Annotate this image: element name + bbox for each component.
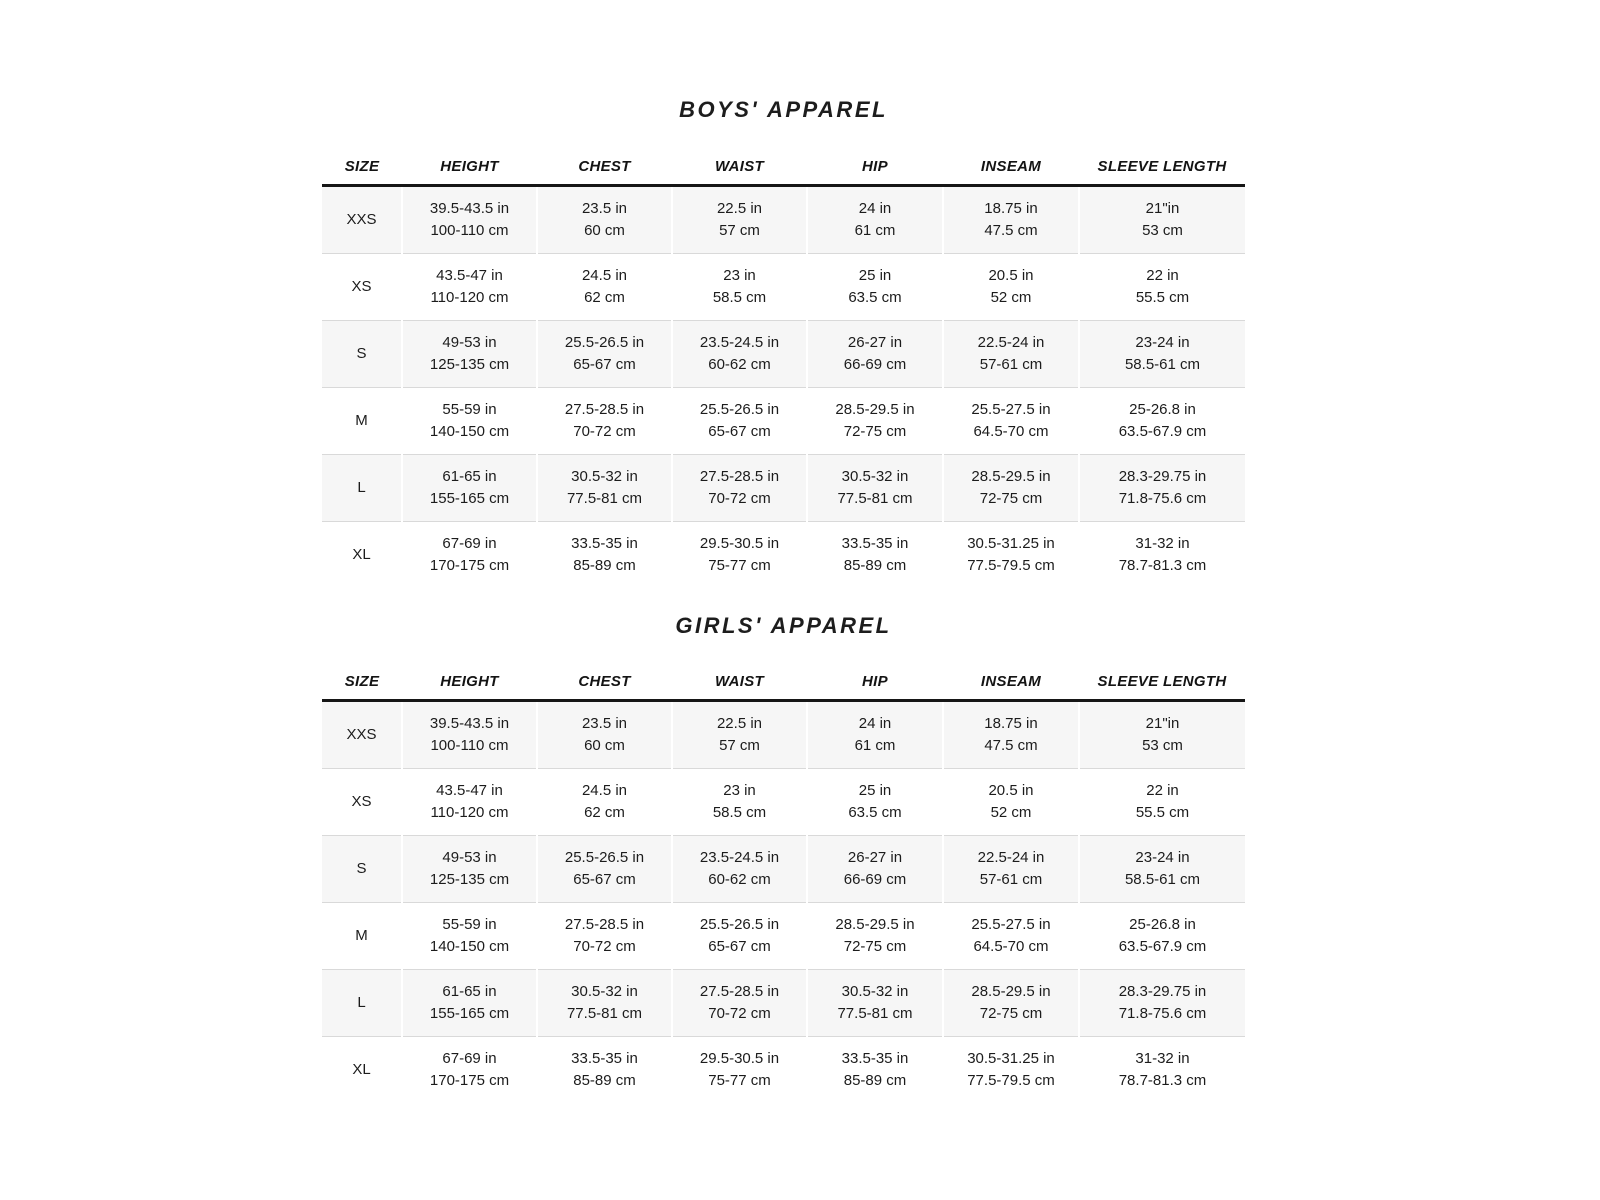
measurement-line: 58.5-61 cm xyxy=(1124,355,1201,373)
measurement-cell xyxy=(537,185,672,253)
measurement-line: 77.5-81 cm xyxy=(566,1005,643,1022)
measurement-cell xyxy=(807,769,943,836)
measurement-line: 20.5 in xyxy=(988,782,1034,799)
column-header: SLEEVE LENGTH xyxy=(1079,673,1245,701)
measurement-line: 58.5 cm xyxy=(712,804,767,821)
measurement-line: 24 in xyxy=(858,199,892,217)
measurement-cell xyxy=(943,454,1079,521)
column-header: CHEST xyxy=(537,673,672,701)
measurement-line: 22.5-24 in xyxy=(977,849,1045,866)
column-header: INSEAM xyxy=(943,158,1079,186)
measurement-line: 27.5-28.5 in xyxy=(699,467,780,485)
measurement-line: 23.5 in xyxy=(581,715,628,732)
measurement-line: 66-69 cm xyxy=(843,871,907,888)
size-cell: S xyxy=(322,836,402,903)
size-cell: M xyxy=(322,903,402,970)
measurement-line: 23.5-24.5 in xyxy=(699,333,780,351)
measurement-cell xyxy=(807,970,943,1037)
measurement-line: 65-67 cm xyxy=(708,938,771,955)
measurement-line: 33.5-35 in xyxy=(841,1050,909,1067)
measurement-cell xyxy=(672,1037,807,1104)
measurement-line: 77.5-79.5 cm xyxy=(967,1072,1055,1089)
girls-size-table xyxy=(322,673,1245,1103)
measurement-line: 53 cm xyxy=(1142,737,1183,754)
measurement-line: 70-72 cm xyxy=(708,1005,771,1022)
boys-size-table xyxy=(322,158,1245,588)
measurement-cell xyxy=(807,185,943,253)
measurement-cell xyxy=(1079,970,1245,1037)
column-header: HEIGHT xyxy=(402,158,537,186)
measurement-line: 53 cm xyxy=(1142,221,1183,239)
measurement-line: 52 cm xyxy=(990,804,1032,821)
measurement-line: 64.5-70 cm xyxy=(973,422,1049,440)
measurement-line: 23 in xyxy=(723,782,756,799)
column-header: CHEST xyxy=(537,158,672,186)
measurement-line: 60-62 cm xyxy=(708,871,771,888)
measurement-cell xyxy=(402,387,537,454)
measurement-line: 140-150 cm xyxy=(429,422,510,440)
measurement-line: 27.5-28.5 in xyxy=(564,916,645,933)
measurement-line: 67-69 in xyxy=(442,1050,497,1067)
measurement-line: 57 cm xyxy=(719,737,760,754)
measurement-line: 85-89 cm xyxy=(573,556,636,574)
measurement-cell xyxy=(402,1037,537,1104)
measurement-line: 23 in xyxy=(723,266,756,284)
measurement-line: 65-67 cm xyxy=(573,871,636,888)
measurement-line: 39.5-43.5 in xyxy=(429,199,510,217)
measurement-line: 78.7-81.3 cm xyxy=(1118,1072,1207,1089)
size-cell: XS xyxy=(322,253,402,320)
measurement-cell xyxy=(807,1037,943,1104)
measurement-line: 43.5-47 in xyxy=(436,782,503,799)
measurement-line: 58.5-61 cm xyxy=(1124,871,1201,888)
measurement-cell xyxy=(537,454,672,521)
size-cell: XXS xyxy=(322,185,402,253)
header-row xyxy=(322,158,1245,186)
measurement-line: 23-24 in xyxy=(1135,333,1190,351)
measurement-line: 25.5-26.5 in xyxy=(699,400,780,418)
measurement-cell xyxy=(672,454,807,521)
size-cell: XXS xyxy=(322,701,402,769)
measurement-cell xyxy=(672,521,807,588)
measurement-cell xyxy=(943,701,1079,769)
measurement-line: 55-59 in xyxy=(442,916,497,933)
measurement-cell xyxy=(402,320,537,387)
measurement-line: 63.5 cm xyxy=(848,804,902,821)
measurement-cell xyxy=(672,836,807,903)
measurement-line: 28.5-29.5 in xyxy=(835,916,915,933)
measurement-cell xyxy=(807,903,943,970)
measurement-line: 33.5-35 in xyxy=(841,534,909,552)
measurement-cell xyxy=(943,320,1079,387)
measurement-line: 60 cm xyxy=(584,737,625,754)
measurement-line: 28.5-29.5 in xyxy=(971,983,1051,1000)
measurement-cell xyxy=(1079,253,1245,320)
measurement-line: 31-32 in xyxy=(1135,1050,1190,1067)
measurement-line: 63.5-67.9 cm xyxy=(1118,938,1207,955)
measurement-line: 23.5-24.5 in xyxy=(699,849,780,866)
measurement-line: 155-165 cm xyxy=(429,1005,510,1022)
measurement-cell xyxy=(537,769,672,836)
measurement-cell xyxy=(402,836,537,903)
measurement-line: 25-26.8 in xyxy=(1129,400,1196,418)
measurement-line: 27.5-28.5 in xyxy=(699,983,780,1000)
measurement-cell xyxy=(672,903,807,970)
measurement-cell xyxy=(537,836,672,903)
girls-apparel-title: GIRLS' APPAREL xyxy=(675,612,892,638)
measurement-cell xyxy=(672,253,807,320)
table-row xyxy=(322,185,1245,253)
measurement-line: 100-110 cm xyxy=(430,737,509,754)
measurement-line: 110-120 cm xyxy=(430,288,509,306)
measurement-line: 22.5-24 in xyxy=(977,333,1045,351)
size-cell: XL xyxy=(322,521,402,588)
measurement-line: 30.5-32 in xyxy=(571,983,638,1000)
measurement-line: 77.5-81 cm xyxy=(566,489,643,507)
table-row xyxy=(322,454,1245,521)
measurement-line: 23-24 in xyxy=(1135,849,1190,866)
measurement-line: 72-75 cm xyxy=(979,1005,1043,1022)
measurement-line: 28.3-29.75 in xyxy=(1118,467,1207,485)
column-header: SIZE xyxy=(322,673,402,701)
measurement-line: 25.5-27.5 in xyxy=(971,400,1051,418)
measurement-cell xyxy=(402,903,537,970)
measurement-line: 155-165 cm xyxy=(429,489,510,507)
measurement-line: 21"in xyxy=(1145,715,1180,732)
measurement-cell xyxy=(1079,521,1245,588)
measurement-cell xyxy=(943,387,1079,454)
measurement-line: 39.5-43.5 in xyxy=(429,715,510,732)
measurement-line: 18.75 in xyxy=(984,199,1038,217)
measurement-cell xyxy=(943,1037,1079,1104)
measurement-line: 72-75 cm xyxy=(979,489,1043,507)
measurement-cell xyxy=(1079,185,1245,253)
measurement-cell xyxy=(1079,836,1245,903)
measurement-line: 24.5 in xyxy=(581,782,628,799)
boys-apparel-title: BOYS' APPAREL xyxy=(679,97,888,122)
measurement-line: 71.8-75.6 cm xyxy=(1118,489,1207,507)
measurement-cell xyxy=(537,701,672,769)
measurement-cell xyxy=(807,387,943,454)
table-row xyxy=(322,836,1245,903)
measurement-line: 110-120 cm xyxy=(430,804,509,821)
measurement-cell xyxy=(807,454,943,521)
table-row xyxy=(322,387,1245,454)
column-header: SLEEVE LENGTH xyxy=(1079,158,1245,186)
measurement-line: 22 in xyxy=(1146,782,1179,799)
measurement-line: 25 in xyxy=(858,266,892,284)
measurement-line: 85-89 cm xyxy=(843,556,907,574)
size-cell: XS xyxy=(322,769,402,836)
measurement-line: 49-53 in xyxy=(442,849,497,866)
measurement-line: 62 cm xyxy=(584,804,625,821)
measurement-cell xyxy=(1079,701,1245,769)
column-header: HIP xyxy=(807,158,943,186)
measurement-cell xyxy=(537,253,672,320)
measurement-line: 57-61 cm xyxy=(979,355,1043,373)
measurement-line: 62 cm xyxy=(584,288,625,306)
column-header: SIZE xyxy=(322,158,402,186)
measurement-cell xyxy=(943,253,1079,320)
measurement-line: 28.3-29.75 in xyxy=(1118,983,1207,1000)
measurement-cell xyxy=(537,970,672,1037)
measurement-line: 65-67 cm xyxy=(708,422,771,440)
column-header: WAIST xyxy=(672,673,807,701)
measurement-line: 78.7-81.3 cm xyxy=(1118,556,1207,574)
measurement-line: 30.5-31.25 in xyxy=(967,534,1055,552)
measurement-line: 85-89 cm xyxy=(573,1072,636,1089)
measurement-cell xyxy=(1079,454,1245,521)
size-guide-page xyxy=(322,0,1245,1103)
measurement-line: 65-67 cm xyxy=(573,355,636,373)
measurement-line: 20.5 in xyxy=(988,266,1034,284)
measurement-line: 100-110 cm xyxy=(430,221,509,239)
measurement-line: 70-72 cm xyxy=(573,422,636,440)
measurement-line: 23.5 in xyxy=(581,199,628,217)
measurement-cell xyxy=(943,903,1079,970)
measurement-line: 61 cm xyxy=(854,737,896,754)
measurement-line: 70-72 cm xyxy=(573,938,636,955)
measurement-line: 33.5-35 in xyxy=(571,1050,638,1067)
measurement-line: 125-135 cm xyxy=(429,355,510,373)
measurement-cell xyxy=(672,769,807,836)
measurement-line: 26-27 in xyxy=(847,849,903,866)
measurement-line: 25 in xyxy=(858,782,892,799)
measurement-cell xyxy=(402,701,537,769)
measurement-line: 57 cm xyxy=(719,221,760,239)
measurement-line: 60-62 cm xyxy=(708,355,771,373)
measurement-cell xyxy=(1079,320,1245,387)
measurement-cell xyxy=(402,769,537,836)
measurement-cell xyxy=(807,521,943,588)
girls-apparel-section xyxy=(322,612,1245,1104)
measurement-line: 43.5-47 in xyxy=(436,266,503,284)
measurement-line: 24 in xyxy=(858,715,892,732)
measurement-cell xyxy=(402,454,537,521)
column-header: HIP xyxy=(807,673,943,701)
measurement-line: 31-32 in xyxy=(1135,534,1190,552)
measurement-cell xyxy=(943,836,1079,903)
measurement-line: 71.8-75.6 cm xyxy=(1118,1005,1207,1022)
measurement-line: 28.5-29.5 in xyxy=(971,467,1051,485)
measurement-line: 170-175 cm xyxy=(429,556,510,574)
measurement-line: 30.5-31.25 in xyxy=(967,1050,1055,1067)
measurement-line: 77.5-81 cm xyxy=(837,489,913,507)
table-row xyxy=(322,769,1245,836)
measurement-cell xyxy=(1079,903,1245,970)
measurement-line: 60 cm xyxy=(584,221,625,239)
measurement-line: 85-89 cm xyxy=(843,1072,907,1089)
measurement-cell xyxy=(537,1037,672,1104)
measurement-cell xyxy=(672,701,807,769)
measurement-cell xyxy=(402,521,537,588)
column-header: INSEAM xyxy=(943,673,1079,701)
measurement-line: 77.5-79.5 cm xyxy=(967,556,1055,574)
header-row xyxy=(322,673,1245,701)
measurement-cell xyxy=(402,185,537,253)
measurement-line: 75-77 cm xyxy=(708,556,771,574)
measurement-cell xyxy=(943,521,1079,588)
measurement-line: 61-65 in xyxy=(442,467,497,485)
table-row xyxy=(322,701,1245,769)
measurement-line: 49-53 in xyxy=(442,333,497,351)
measurement-line: 57-61 cm xyxy=(979,871,1043,888)
measurement-line: 22.5 in xyxy=(716,199,763,217)
measurement-line: 33.5-35 in xyxy=(571,534,638,552)
measurement-line: 27.5-28.5 in xyxy=(564,400,645,418)
measurement-line: 30.5-32 in xyxy=(571,467,638,485)
measurement-cell xyxy=(807,701,943,769)
measurement-line: 25-26.8 in xyxy=(1129,916,1196,933)
size-cell: L xyxy=(322,970,402,1037)
measurement-line: 18.75 in xyxy=(984,715,1038,732)
measurement-cell xyxy=(943,970,1079,1037)
measurement-cell xyxy=(402,970,537,1037)
measurement-line: 30.5-32 in xyxy=(841,983,909,1000)
measurement-line: 70-72 cm xyxy=(708,489,771,507)
boys-apparel-section xyxy=(322,96,1245,588)
table-row xyxy=(322,1037,1245,1104)
measurement-cell xyxy=(672,320,807,387)
measurement-line: 72-75 cm xyxy=(843,938,907,955)
measurement-line: 77.5-81 cm xyxy=(837,1005,913,1022)
measurement-cell xyxy=(1079,769,1245,836)
measurement-cell xyxy=(672,970,807,1037)
measurement-line: 47.5 cm xyxy=(984,737,1038,754)
measurement-cell xyxy=(402,253,537,320)
measurement-line: 72-75 cm xyxy=(843,422,907,440)
measurement-cell xyxy=(943,185,1079,253)
size-cell: S xyxy=(322,320,402,387)
measurement-cell xyxy=(1079,387,1245,454)
measurement-line: 75-77 cm xyxy=(708,1072,771,1089)
measurement-line: 29.5-30.5 in xyxy=(699,1050,780,1067)
measurement-line: 66-69 cm xyxy=(843,355,907,373)
measurement-cell xyxy=(672,185,807,253)
measurement-cell xyxy=(807,253,943,320)
measurement-line: 170-175 cm xyxy=(429,1072,510,1089)
measurement-line: 28.5-29.5 in xyxy=(835,400,915,418)
measurement-line: 55.5 cm xyxy=(1135,288,1190,306)
measurement-line: 24.5 in xyxy=(581,266,628,284)
measurement-line: 47.5 cm xyxy=(984,221,1038,239)
measurement-line: 22.5 in xyxy=(716,715,763,732)
measurement-cell xyxy=(1079,1037,1245,1104)
measurement-cell xyxy=(672,387,807,454)
measurement-cell xyxy=(807,320,943,387)
table-row xyxy=(322,253,1245,320)
measurement-line: 55-59 in xyxy=(442,400,497,418)
measurement-cell xyxy=(807,836,943,903)
measurement-line: 63.5 cm xyxy=(848,288,902,306)
measurement-line: 61-65 in xyxy=(442,983,497,1000)
measurement-line: 25.5-27.5 in xyxy=(971,916,1051,933)
column-header: WAIST xyxy=(672,158,807,186)
measurement-line: 61 cm xyxy=(854,221,896,239)
measurement-line: 63.5-67.9 cm xyxy=(1118,422,1207,440)
measurement-line: 30.5-32 in xyxy=(841,467,909,485)
table-row xyxy=(322,521,1245,588)
measurement-line: 55.5 cm xyxy=(1135,804,1190,821)
table-row xyxy=(322,320,1245,387)
measurement-line: 25.5-26.5 in xyxy=(699,916,780,933)
measurement-line: 29.5-30.5 in xyxy=(699,534,780,552)
size-cell: M xyxy=(322,387,402,454)
measurement-line: 125-135 cm xyxy=(429,871,510,888)
measurement-line: 25.5-26.5 in xyxy=(564,333,645,351)
measurement-line: 21"in xyxy=(1145,199,1180,217)
column-header: HEIGHT xyxy=(402,673,537,701)
table-row xyxy=(322,970,1245,1037)
measurement-line: 140-150 cm xyxy=(429,938,510,955)
measurement-cell xyxy=(537,903,672,970)
table-row xyxy=(322,903,1245,970)
measurement-line: 26-27 in xyxy=(847,333,903,351)
measurement-line: 64.5-70 cm xyxy=(973,938,1049,955)
measurement-line: 25.5-26.5 in xyxy=(564,849,645,866)
measurement-cell xyxy=(537,320,672,387)
measurement-cell xyxy=(537,387,672,454)
measurement-line: 22 in xyxy=(1146,266,1179,284)
measurement-line: 58.5 cm xyxy=(712,288,767,306)
measurement-cell xyxy=(943,769,1079,836)
measurement-line: 67-69 in xyxy=(442,534,497,552)
measurement-cell xyxy=(537,521,672,588)
measurement-line: 52 cm xyxy=(990,288,1032,306)
size-cell: L xyxy=(322,454,402,521)
size-cell: XL xyxy=(322,1037,402,1104)
